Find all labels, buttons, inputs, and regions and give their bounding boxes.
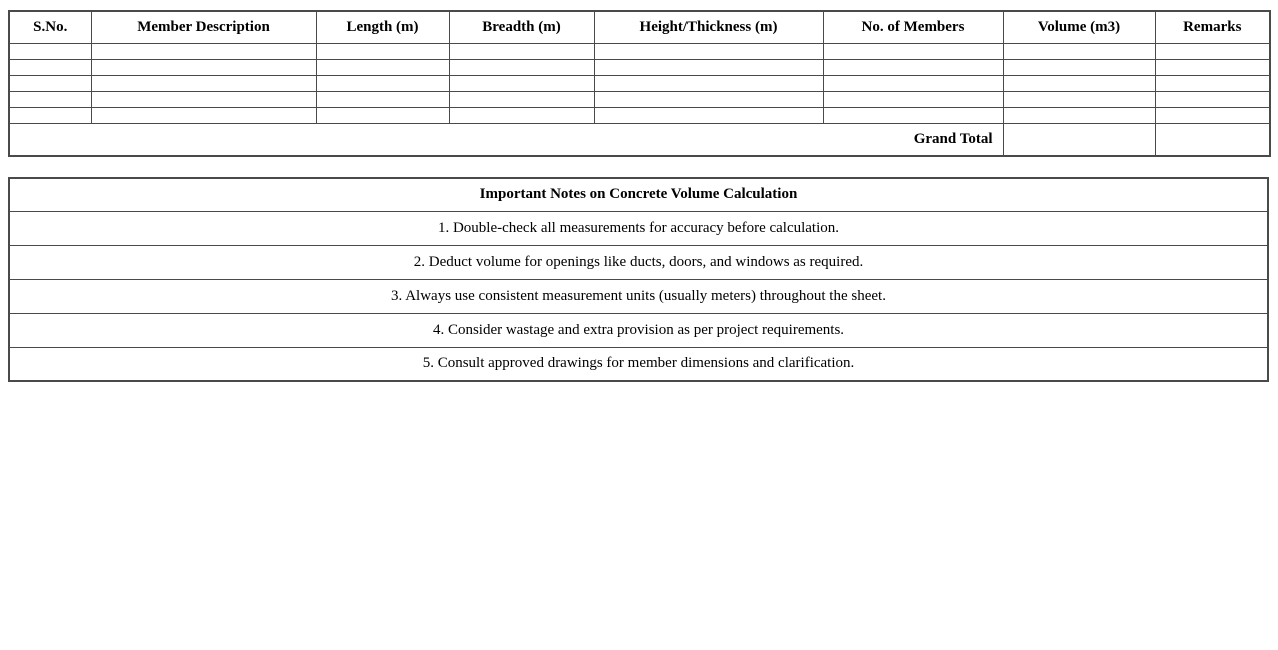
concrete-volume-table — [8, 10, 1271, 157]
note-row — [9, 313, 1268, 347]
note-row — [9, 279, 1268, 313]
empty-cell — [1155, 75, 1270, 91]
column-header-height-thickness: Height/Thickness (m) — [594, 11, 823, 43]
empty-cell — [1003, 107, 1155, 123]
empty-cell — [449, 75, 594, 91]
column-header-breadth: Breadth (m) — [449, 11, 594, 43]
notes-table — [8, 177, 1269, 382]
table-row — [9, 43, 1270, 59]
grand-total-label: Grand Total — [9, 123, 1003, 156]
empty-cell — [91, 75, 316, 91]
empty-cell — [823, 59, 1003, 75]
empty-cell — [91, 107, 316, 123]
empty-cell — [316, 75, 449, 91]
grand-total-remarks-cell — [1155, 123, 1270, 156]
empty-cell — [9, 91, 91, 107]
empty-cell — [316, 107, 449, 123]
table-header-row — [9, 11, 1270, 43]
table-row — [9, 75, 1270, 91]
column-header-remarks: Remarks — [1155, 11, 1270, 43]
empty-cell — [823, 107, 1003, 123]
grand-total-row — [9, 123, 1270, 156]
empty-cell — [594, 43, 823, 59]
empty-cell — [316, 59, 449, 75]
note-row — [9, 347, 1268, 381]
column-header-no-of-members: No. of Members — [823, 11, 1003, 43]
empty-cell — [594, 91, 823, 107]
note-item-1: 1. Double-check all measurements for accuracy before calculation. — [9, 211, 1268, 245]
empty-cell — [449, 59, 594, 75]
empty-cell — [1003, 59, 1155, 75]
empty-cell — [9, 75, 91, 91]
empty-cell — [823, 43, 1003, 59]
column-header-volume: Volume (m3) — [1003, 11, 1155, 43]
empty-cell — [594, 75, 823, 91]
empty-cell — [91, 91, 316, 107]
empty-cell — [823, 75, 1003, 91]
column-header-member-description: Member Description — [91, 11, 316, 43]
empty-cell — [594, 107, 823, 123]
empty-cell — [1003, 75, 1155, 91]
empty-cell — [1155, 59, 1270, 75]
empty-cell — [316, 43, 449, 59]
note-row — [9, 245, 1268, 279]
empty-cell — [9, 43, 91, 59]
empty-cell — [449, 91, 594, 107]
empty-cell — [91, 43, 316, 59]
notes-title-row — [9, 178, 1268, 211]
empty-cell — [9, 107, 91, 123]
column-header-length: Length (m) — [316, 11, 449, 43]
empty-cell — [1003, 43, 1155, 59]
empty-cell — [449, 43, 594, 59]
empty-cell — [1003, 91, 1155, 107]
empty-cell — [9, 59, 91, 75]
empty-cell — [1155, 91, 1270, 107]
column-header-sno: S.No. — [9, 11, 91, 43]
note-item-4: 4. Consider wastage and extra provision as per project requirements. — [9, 313, 1268, 347]
note-item-2: 2. Deduct volume for openings like ducts, doors, and windows as required. — [9, 245, 1268, 279]
empty-cell — [449, 107, 594, 123]
note-item-5: 5. Consult approved drawings for member dimensions and clarification. — [9, 347, 1268, 381]
note-row — [9, 211, 1268, 245]
table-row — [9, 107, 1270, 123]
empty-cell — [91, 59, 316, 75]
notes-title: Important Notes on Concrete Volume Calculation — [9, 178, 1268, 211]
empty-cell — [1155, 107, 1270, 123]
empty-cell — [594, 59, 823, 75]
empty-cell — [1155, 43, 1270, 59]
table-row — [9, 59, 1270, 75]
empty-cell — [316, 91, 449, 107]
grand-total-volume-cell — [1003, 123, 1155, 156]
table-row — [9, 91, 1270, 107]
note-item-3: 3. Always use consistent measurement units (usually meters) throughout the sheet. — [9, 279, 1268, 313]
empty-cell — [823, 91, 1003, 107]
